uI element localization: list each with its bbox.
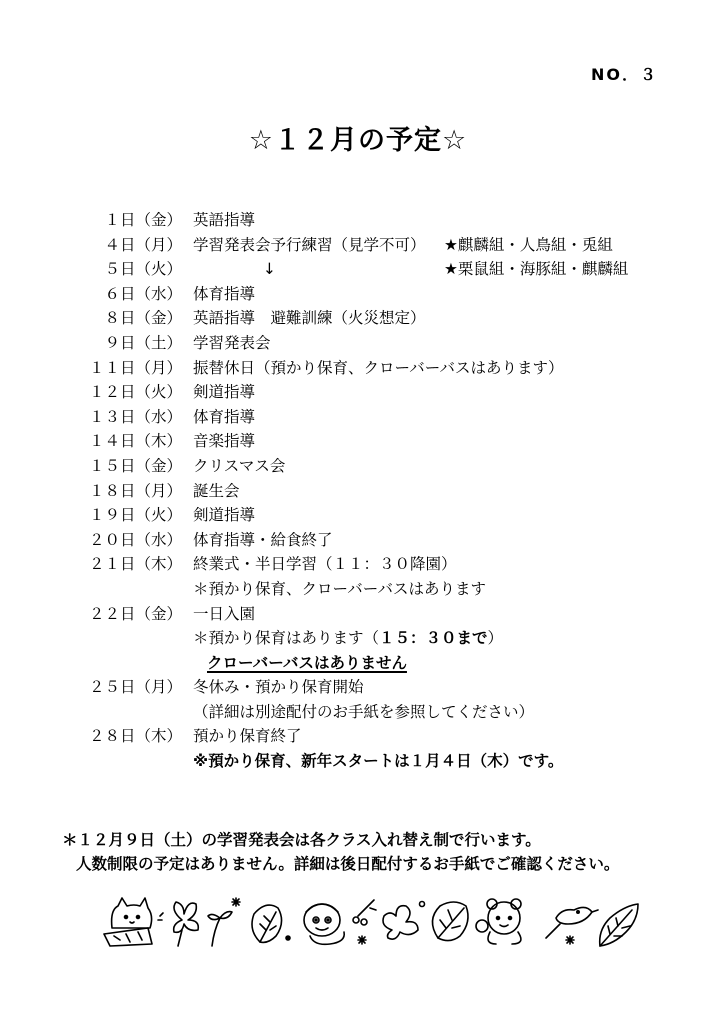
schedule-date: ２１日（木） — [88, 555, 182, 574]
schedule-row — [60, 528, 700, 553]
schedule-groups: ★栗鼠組・海豚組・麒麟組 — [444, 260, 629, 279]
ivy-leaf-icon — [383, 902, 425, 940]
schedule-row — [60, 257, 700, 282]
schedule-event: 体育指導 — [193, 284, 256, 303]
schedule-date: １９日（火） — [88, 506, 182, 525]
down-arrow-icon: ↓ — [263, 260, 276, 279]
footer-notice — [62, 828, 619, 876]
schedule-date: ２２日（金） — [88, 604, 182, 623]
schedule-row — [60, 208, 700, 233]
schedule-date: １３日（水） — [88, 407, 182, 426]
schedule-event: クリスマス会 — [193, 456, 286, 475]
schedule-event: 一日入園 — [193, 604, 256, 623]
schedule-row — [60, 724, 700, 749]
schedule-date: １４日（木） — [88, 432, 182, 451]
schedule-row — [60, 331, 700, 356]
schedule-event: 体育指導・給食終了 — [193, 530, 333, 549]
schedule-event: 剣道指導 — [193, 506, 256, 525]
note-text: ＊預かり保育はあります（ — [193, 629, 380, 648]
schedule-event: 振替休日（預かり保育、クローバーバスはあります） — [193, 358, 564, 377]
schedule-date: １１日（月） — [88, 358, 182, 377]
schedule-date: １２日（火） — [88, 383, 182, 402]
autumn-leaf-icon — [600, 904, 638, 946]
schedule-list — [60, 208, 700, 774]
schedule-date: ２０日（水） — [88, 530, 182, 549]
bus-notice: クローバーバスはありません — [207, 653, 407, 672]
schedule-event: 音楽指導 — [193, 432, 256, 451]
schedule-date: ４日（月） — [104, 235, 182, 254]
schedule-row — [60, 503, 700, 528]
schedule-date: １５日（金） — [88, 456, 182, 475]
notice-line-2: 人数制限の予定はありません。詳細は後日配付するお手紙でご確認ください。 — [76, 855, 620, 873]
schedule-row — [60, 233, 700, 258]
schedule-event: 体育指導 — [193, 407, 256, 426]
schedule-event: 英語指導 — [193, 211, 256, 229]
schedule-event: 預かり保育終了 — [193, 727, 302, 746]
schedule-event: 冬休み・預かり保育開始 — [193, 678, 364, 697]
schedule-row — [60, 306, 700, 331]
schedule-row — [60, 602, 700, 627]
big-leaf-icon — [432, 902, 468, 941]
schedule-event: 学習発表会 — [193, 333, 271, 352]
schedule-row — [60, 479, 700, 504]
sprout-icon — [208, 898, 240, 946]
schedule-row — [60, 454, 700, 479]
schedule-row — [60, 577, 700, 602]
schedule-date: ８日（金） — [104, 309, 182, 328]
note-text-end: ） — [487, 629, 504, 648]
leaf-icon — [252, 905, 290, 942]
schedule-event: 剣道指導 — [193, 383, 256, 402]
schedule-row — [60, 651, 700, 676]
bird-icon — [546, 907, 598, 944]
new-year-notice: ※預かり保育、新年スタートは１月４日（木）です。 — [193, 752, 564, 771]
schedule-date: ２５日（月） — [88, 678, 182, 697]
schedule-note — [193, 626, 503, 651]
schedule-row — [60, 429, 700, 454]
schedule-date: ６日（水） — [104, 284, 182, 303]
child-face-icon — [304, 904, 344, 944]
document-number: NO．３ — [591, 65, 658, 84]
schedule-row — [60, 405, 700, 430]
cat-icon — [104, 898, 152, 946]
schedule-event: 英語指導 避難訓練（火災想定） — [193, 309, 426, 328]
schedule-date: １８日（月） — [88, 481, 182, 500]
notice-line-1: ＊１２月９日（土）の学習発表会は各クラス入れ替え制で行います。 — [62, 831, 541, 849]
schedule-row — [60, 282, 700, 307]
schedule-row — [60, 675, 700, 700]
schedule-date: ５日（火） — [104, 260, 182, 279]
schedule-date: １日（金） — [104, 211, 182, 229]
schedule-event: 学習発表会予行練習（見学不可） — [193, 235, 426, 254]
schedule-row — [60, 552, 700, 577]
note-time: １５：３０まで — [379, 629, 488, 648]
schedule-date: ９日（土） — [104, 333, 182, 352]
schedule-row — [60, 356, 700, 381]
schedule-note: （詳細は別途配付のお手紙を参照してください） — [193, 702, 535, 721]
flower-icon — [158, 902, 198, 946]
schedule-event: 誕生会 — [193, 481, 240, 500]
schedule-date: ２８日（木） — [88, 727, 182, 746]
schedule-note: ＊預かり保育、クローバーバスはあります — [193, 579, 486, 598]
page-title: ☆１２月の予定☆ — [248, 125, 468, 156]
schedule-groups: ★麒麟組・人鳥組・兎組 — [444, 235, 613, 254]
decorative-border — [100, 890, 645, 950]
schedule-row — [60, 749, 700, 774]
bear-icon — [476, 899, 521, 944]
berry-icon — [353, 900, 376, 944]
schedule-event: 終業式・半日学習（１１：３０降園） — [193, 555, 457, 574]
schedule-row — [60, 380, 700, 405]
schedule-row — [60, 700, 700, 725]
schedule-row — [60, 626, 700, 651]
